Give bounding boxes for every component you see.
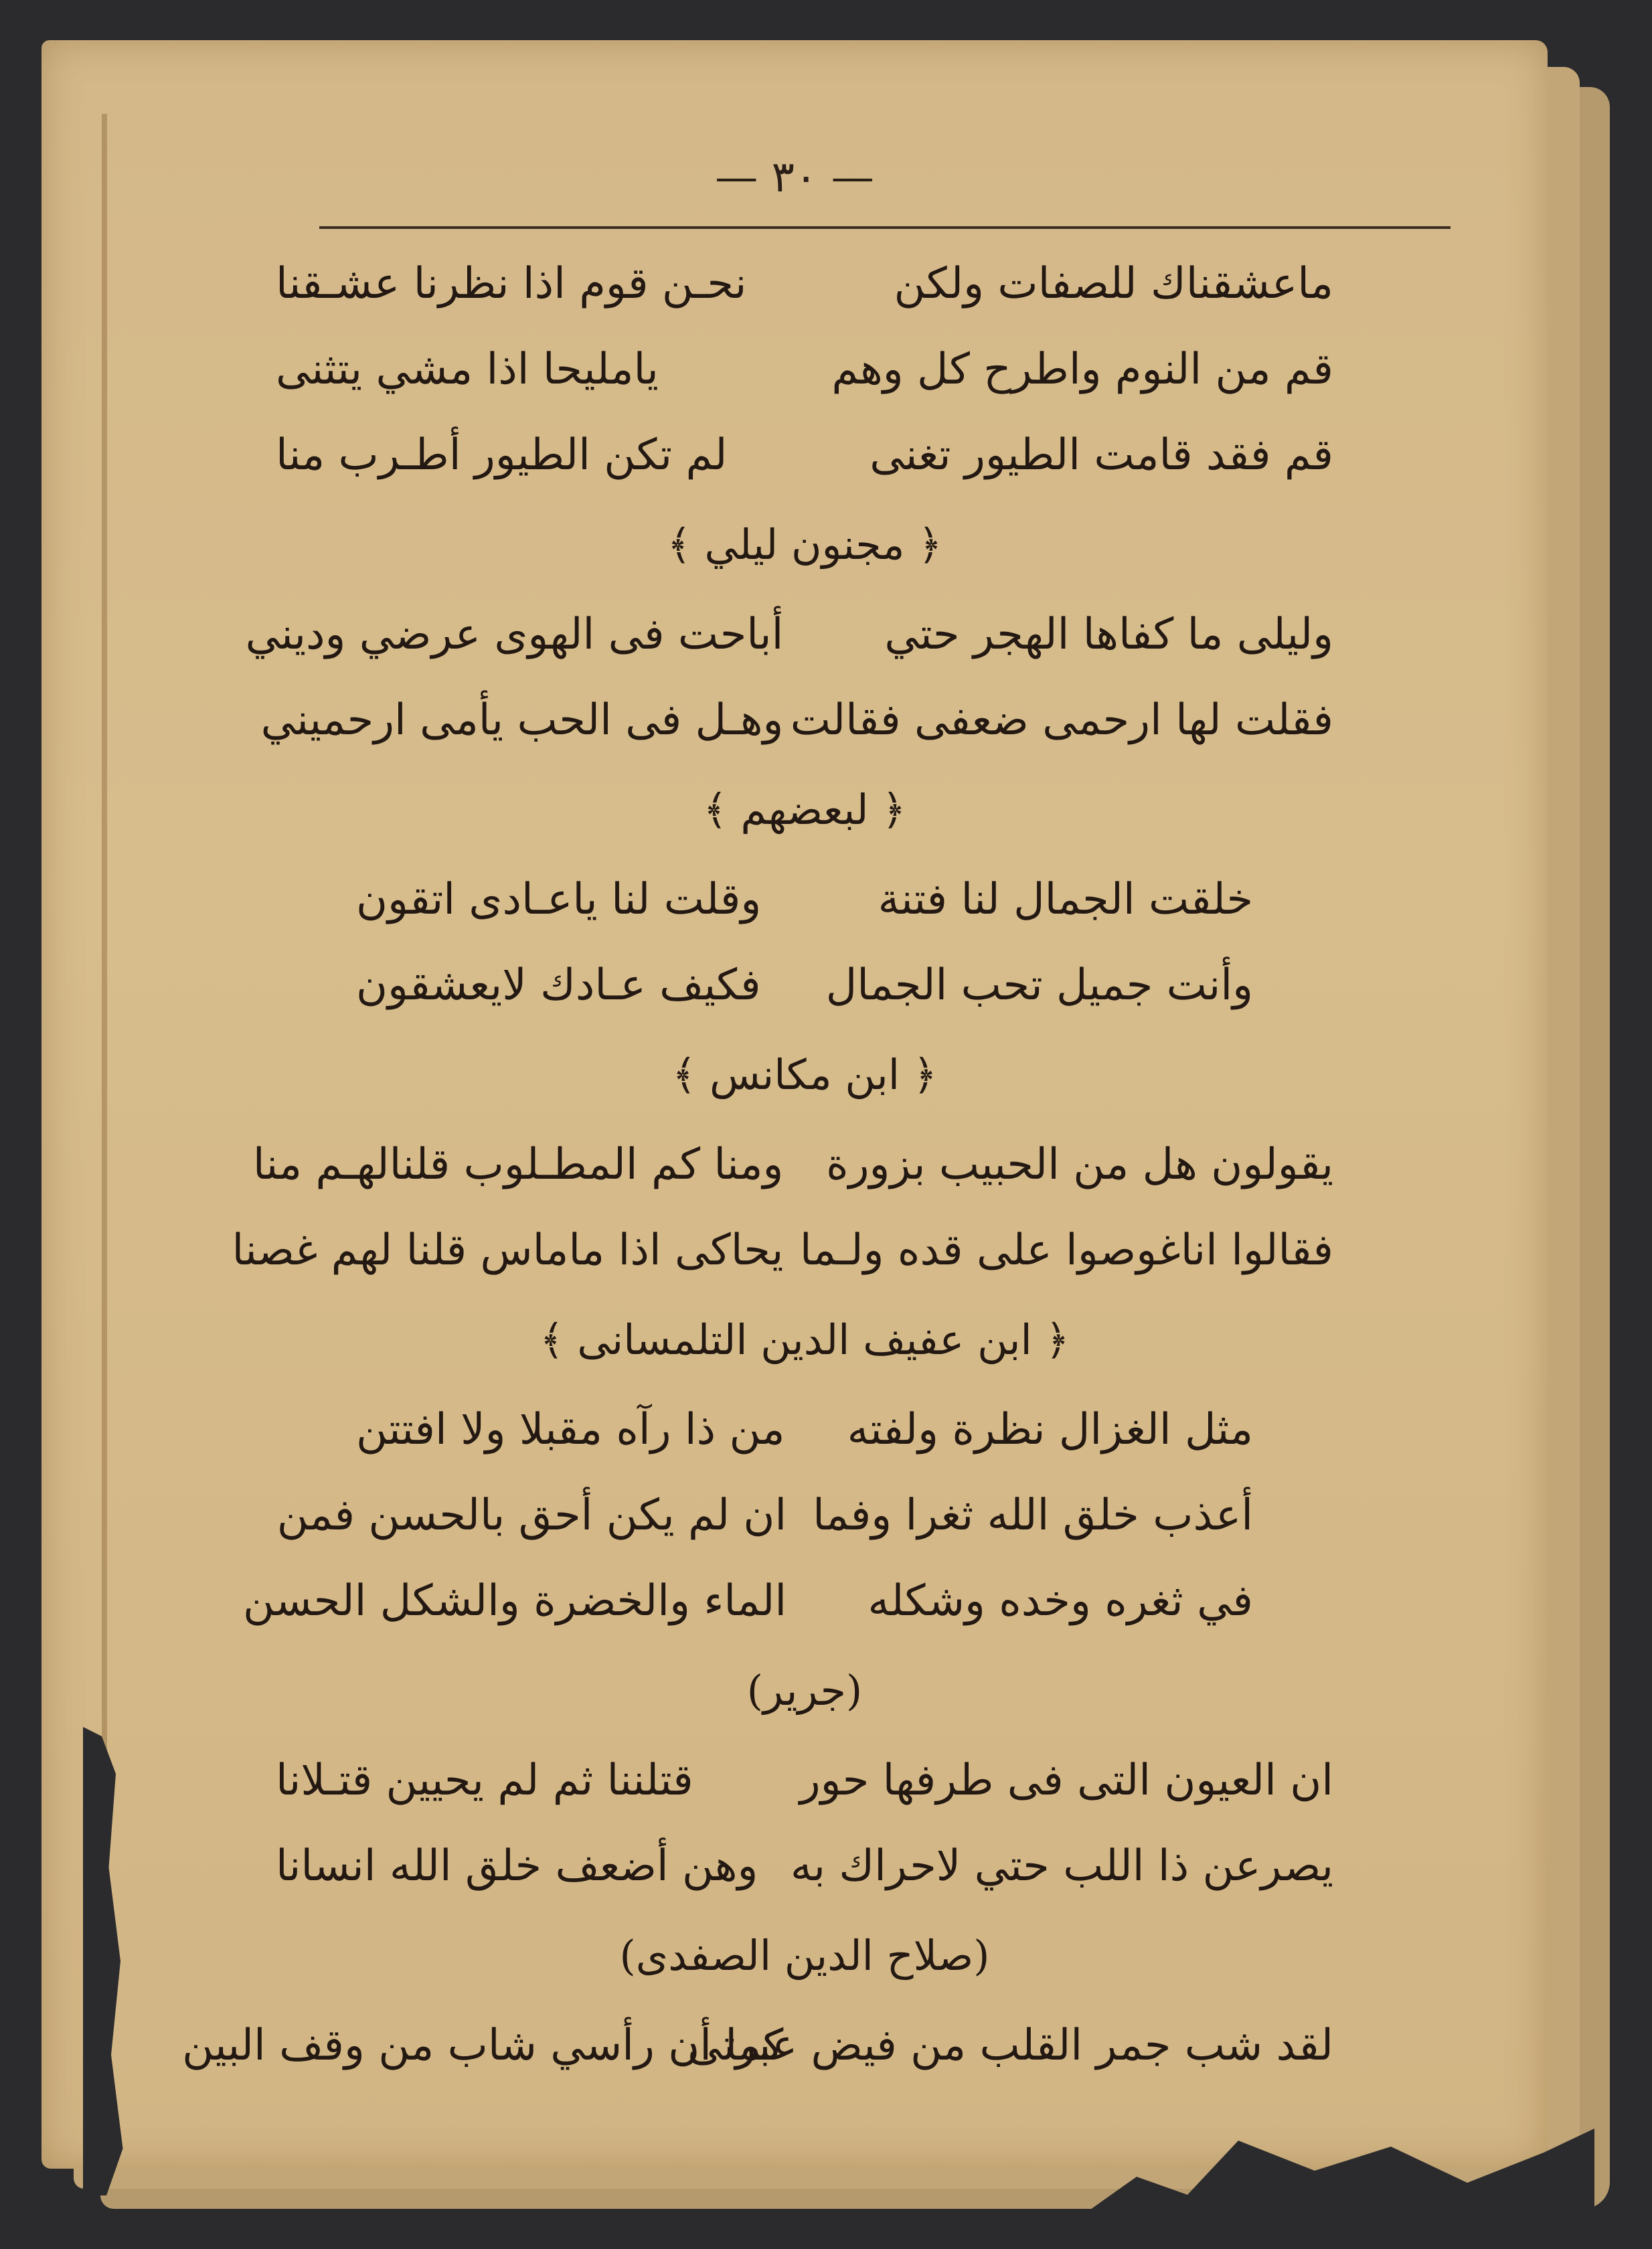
verse-line	[252, 1122, 1333, 1207]
first-hemistich: وليلى ما كفاها الهجر حتي	[884, 610, 1333, 659]
verse-line	[276, 412, 1333, 498]
verse-line	[260, 677, 1333, 763]
second-hemistich: وهن أضعف خلق الله انسانا	[276, 1841, 758, 1891]
second-hemistich: وهـل فى الحب يأمى ارحميني	[260, 695, 784, 745]
poet-heading: (صلاح الدين الصفدى)	[619, 1931, 990, 1980]
first-hemistich: وأنت جميل تحب الجمال	[825, 961, 1253, 1010]
poet-heading: ﴿ مجنون ليلي ﴾	[667, 520, 942, 569]
first-hemistich: قم فقد قامت الطيور تغنى	[870, 430, 1333, 480]
second-hemistich: يحاكى اذا ماماس قلنا لهم غصنا	[232, 1226, 784, 1275]
verse-line	[182, 2003, 1333, 2088]
verse-line	[245, 592, 1333, 677]
first-hemistich: لقد شب جمر القلب من فيض عبرتى	[687, 2021, 1333, 2070]
first-hemistich: أعذب خلق الله ثغرا وفما	[813, 1491, 1253, 1540]
first-hemistich: ان العيون التى فى طرفها حور	[799, 1756, 1333, 1805]
verse-line	[276, 1387, 1333, 1473]
torn-edge-left	[83, 1727, 130, 2195]
first-hemistich: خلقت الجمال لنا فتنة	[878, 875, 1253, 924]
second-hemistich: يامليحا اذا مشي يتثنى	[276, 345, 659, 394]
first-hemistich: فقالوا اناغوصوا على قده ولـما	[799, 1226, 1333, 1275]
book-page	[42, 40, 1548, 2169]
second-hemistich: لم تكن الطيور أطـرب منا	[276, 430, 728, 480]
first-hemistich: في ثغره وخده وشكله	[868, 1576, 1253, 1626]
verse-line	[276, 1473, 1333, 1558]
first-hemistich: يقولون هل من الحبيب بزورة	[826, 1140, 1333, 1189]
second-hemistich: ومنا كم المطـلوب قلنالهـم منا	[252, 1140, 784, 1189]
poet-heading: ﴿ ابن عفيف الدين التلمسانى ﴾	[540, 1315, 1070, 1364]
verse-line	[276, 857, 1333, 942]
second-hemistich: وقلت لنا ياعـادى اتقون	[356, 875, 762, 924]
first-hemistich: ماعشقناك للصفات ولكن	[894, 259, 1333, 309]
verse-line	[276, 942, 1333, 1028]
first-hemistich: مثل الغزال نظرة ولفته	[847, 1405, 1253, 1454]
verse-line	[276, 241, 1333, 327]
second-hemistich: كما أن رأسي شاب من وقف البين	[182, 2021, 784, 2070]
second-hemistich: أباحت فى الهوى عرضي وديني	[245, 610, 784, 659]
poet-heading: ﴿ لبعضهم ﴾	[703, 785, 906, 834]
verse-line	[242, 1558, 1333, 1644]
verse-line	[232, 1207, 1333, 1293]
second-hemistich: الماء والخضرة والشكل الحسن	[242, 1576, 787, 1626]
first-hemistich: قم من النوم واطرح كل وهم	[831, 345, 1333, 394]
verse-line	[276, 327, 1333, 412]
second-hemistich: فكيف عـادك لايعشقون	[356, 961, 761, 1010]
second-hemistich: قتلننا ثم لم يحيين قتـلانا	[276, 1756, 693, 1805]
torn-edge-bottom	[1086, 2129, 1594, 2249]
first-hemistich: يصرعن ذا اللب حتي لاحراك به	[790, 1841, 1333, 1891]
first-hemistich: فقلت لها ارحمى ضعفى فقالت	[790, 695, 1333, 745]
second-hemistich: من ذا رآه مقبلا ولا افتتن	[356, 1405, 785, 1454]
verse-line	[276, 1738, 1333, 1823]
page-number: — ٣٠ —	[715, 153, 874, 202]
verse-line	[276, 1823, 1333, 1909]
second-hemistich: ان لم يكن أحق بالحسن فمن	[276, 1491, 787, 1540]
poet-heading: ﴿ ابن مكانس ﴾	[671, 1050, 938, 1099]
second-hemistich: نحـن قوم اذا نظرنا عشـقنا	[276, 259, 747, 309]
poem-content	[182, 241, 1333, 2088]
poet-heading: (جرير)	[746, 1666, 863, 1715]
header-rule	[319, 226, 1451, 229]
